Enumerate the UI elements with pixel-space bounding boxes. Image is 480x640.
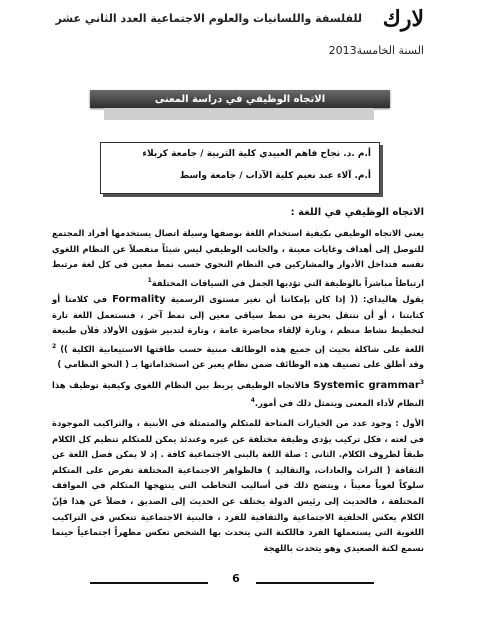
paragraph-2 — [52, 292, 424, 373]
footer-rule-left — [90, 582, 208, 584]
paragraph-2-text-a: يقول هاليداي: (( إذا كان بإمكاننا أن نغير مستوى الرسمية — [170, 294, 425, 304]
term-formality: Formality — [112, 294, 166, 305]
term-systemic-grammar: Systemic grammar — [313, 379, 420, 391]
page-number: 6 — [232, 572, 240, 585]
journal-name: للفلسفة واللسانيات والعلوم الاجتماعية العدد الثاني عشر — [55, 12, 362, 25]
journal-logo: لارك — [382, 6, 424, 32]
footer-rule-right — [256, 582, 374, 584]
paragraph-4 — [52, 416, 424, 556]
journal-year: السنة الخامسة2013 — [328, 44, 424, 57]
section-heading: الاتجاه الوظيفي في اللغة : — [290, 207, 424, 218]
author-1: أ.م .د. نجاح فاهم العبيدي كلية التربية / جامعة كربلاء — [142, 149, 371, 159]
paragraph-4-text: الأول : وجود عدد من الخيارات المتاحة للمتكلم والمتمثلة في الأبنية ، والتراكيب الموجودة في لغته ، فكل تركيب يؤدي وظيفة مختلفة عن غيره وعندئذ يمكن للمتكلم تنظيم كل الكلام طبقاً لظروف الكلام. الثاني : صلة اللغة بالبنى الاجتماعية كافة . إذ لا يمكن فصل اللغة عن الثقافة ( التراث والعادات، والتقاليد ) فالظواهر الاجتماعية المختلفة تفرض على المتكلم سلوكاً لغوياً معيناً ، ويتضح ذلك في أساليب التخاطب التي ينتهجها المتكلم في المواقف المختلفة ، فالحديث إلى رئيس الدولة يختلف عن الحديث إلى الصديق ، فضلاً عن هذا فإنّ الكلام يعكس الخلفية الاجتماعية والثقافية للفرد ، فالبنية الاجتماعية تنعكس في التراكيب اللغوية التي يستعملها الفرد فاللكنة التي يتحدث بها الشخص تعكس مظهراً اجتماعياً حينما نسمع لكنة الصعيدي وهو يتحدث باللهجة — [52, 418, 424, 553]
authors-box — [100, 142, 380, 194]
paragraph-3 — [52, 375, 424, 412]
author-2: أ.م. آلاء عبد نعيم كلية الآداب / جامعة واسط — [179, 171, 371, 181]
title-banner — [90, 90, 390, 108]
footnote-ref-1: 1 — [147, 276, 152, 284]
paragraph-2-text-c: وقد أطلق على تصنيف هذه الوظائف ضمن نظام يعبر عن استخداماتها بـ ( النحو النظامي ) — [57, 359, 424, 370]
paragraph-3-text: فالاتجاه الوظيفي يربط بين النظام اللغوي وكيفية توظيف هذا النظام لأداء المعنى ويتمثل ذلك في أمور. — [52, 379, 424, 409]
paragraph-1-text: يعني الاتجاه الوظيفي بكيفية استخدام اللغة بوصفها وسيلة اتصال يستخدمها أفراد المجتمع للتوصل إلى أهداف وغايات معينة ، والجانب الوظيفي ليس شيئاً منفصلاً عن النظام اللغوي نفسه فتداخل الأدوار والمشاركين في النظام النحوي حسب نمط معين في كل لغة مرتبط ارتباطاً مباشراً بالوظيفة التي تؤديها الجمل في السياقات المختلفة — [52, 228, 424, 288]
paragraph-2-text-b: في كلامنا أو كتابتنا ، أو أن ننتقل بحرية من نمط سياقي معين إلى نمط آخر ، فنستعمل اللغة تارة لتخطيط نشاط منظم ، وتارة لإلقاء محاضرة عامة ، وتارة لتدبير شؤون الأولاد فلأن طبيعة اللغة على شاكلة بحيث إن جميع هذه الوظائف مبنية حسب طاقتها الاستيعابية الكلية )) — [52, 294, 424, 354]
footnote-ref-3: 3 — [419, 379, 424, 386]
footnote-ref-2: 2 — [52, 342, 57, 350]
paragraph-1 — [52, 226, 424, 291]
title-shadow — [104, 108, 374, 120]
footnote-ref-4: 4 — [250, 397, 255, 405]
paper-title: الاتجاه الوظيفي في دراسة المعنى — [154, 93, 326, 105]
